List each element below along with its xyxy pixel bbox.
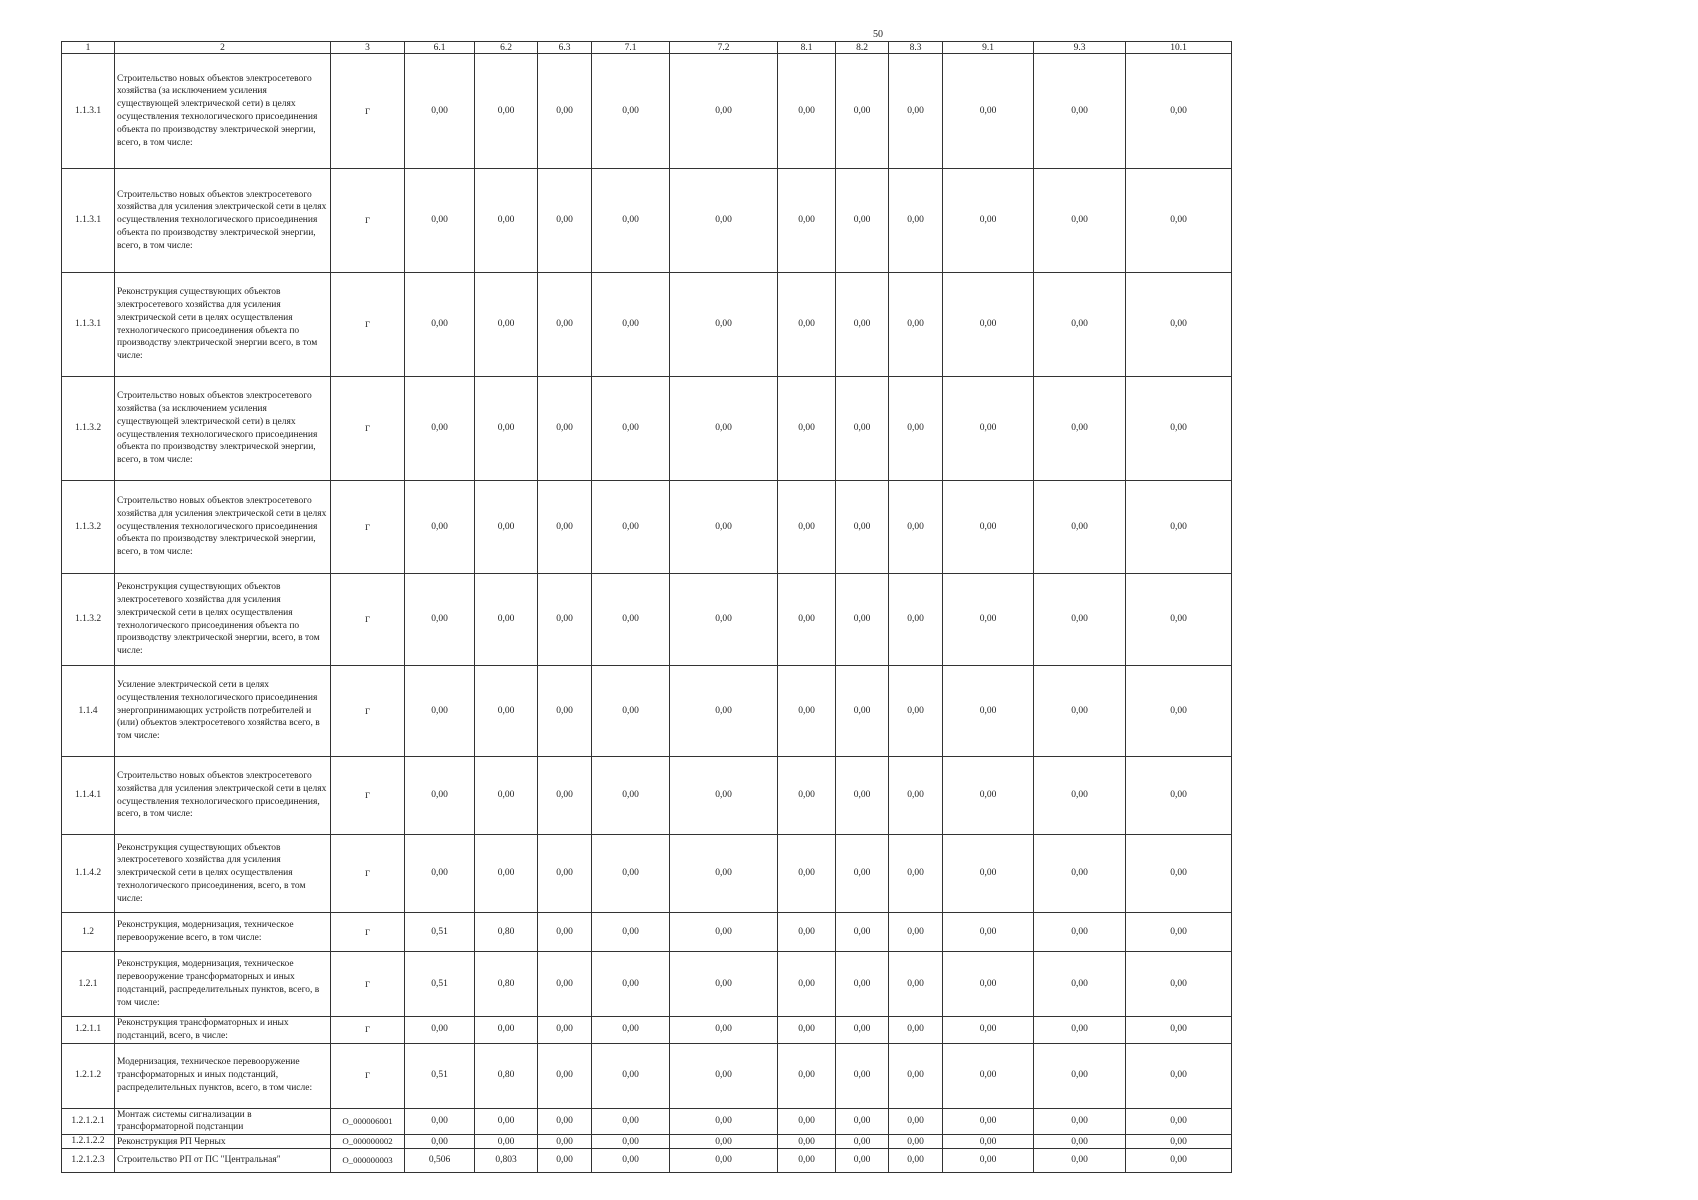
value-cell: 0,00 <box>405 273 475 377</box>
value-cell: 0,506 <box>405 1148 475 1172</box>
value-cell: 0,00 <box>889 481 943 574</box>
row-number-cell: 1.2.1.1 <box>62 1017 115 1044</box>
value-cell: 0,00 <box>670 913 778 952</box>
value-cell: 0,80 <box>475 952 538 1017</box>
value-cell: 0,00 <box>538 757 592 835</box>
value-cell: 0,00 <box>889 913 943 952</box>
project-code-cell: Г <box>331 1017 405 1044</box>
value-cell: 0,00 <box>670 757 778 835</box>
column-header-cell: 3 <box>331 42 405 54</box>
value-cell: 0,00 <box>670 952 778 1017</box>
row-number-cell: 1.2.1.2.2 <box>62 1135 115 1149</box>
value-cell: 0,00 <box>592 377 670 481</box>
value-cell: 0,00 <box>405 377 475 481</box>
value-cell: 0,00 <box>943 835 1034 913</box>
column-header-cell: 8.1 <box>778 42 836 54</box>
project-name-cell: Реконструкция трансформаторных и иных подстанций, всего, в числе: <box>115 1017 331 1044</box>
row-number-cell: 1.2.1 <box>62 952 115 1017</box>
table-row <box>62 757 1232 835</box>
value-cell: 0,00 <box>538 1108 592 1135</box>
value-cell: 0,00 <box>405 169 475 273</box>
value-cell: 0,00 <box>1126 1135 1232 1149</box>
value-cell: 0,00 <box>778 574 836 666</box>
value-cell: 0,00 <box>778 377 836 481</box>
project-code-cell: O_000006001 <box>331 1108 405 1135</box>
project-name-cell: Реконструкция существующих объектов электросетевого хозяйства для усиления электрической сети в целях осуществления технологического присоединения объекта по производству электрической энергии всего, в том числе: <box>115 273 331 377</box>
row-number-cell: 1.2.1.2.1 <box>62 1108 115 1135</box>
value-cell: 0,00 <box>1034 1135 1126 1149</box>
value-cell: 0,00 <box>405 481 475 574</box>
project-name-cell: Реконструкция РП Черных <box>115 1135 331 1149</box>
value-cell: 0,00 <box>592 757 670 835</box>
value-cell: 0,00 <box>836 913 889 952</box>
value-cell: 0,00 <box>943 1108 1034 1135</box>
row-number-cell: 1.2.1.2 <box>62 1043 115 1108</box>
project-code-cell: Г <box>331 666 405 757</box>
value-cell: 0,00 <box>889 835 943 913</box>
value-cell: 0,00 <box>836 1043 889 1108</box>
value-cell: 0,00 <box>475 273 538 377</box>
value-cell: 0,00 <box>836 666 889 757</box>
value-cell: 0,00 <box>1034 169 1126 273</box>
column-header-cell: 8.3 <box>889 42 943 54</box>
value-cell: 0,00 <box>778 481 836 574</box>
value-cell: 0,00 <box>592 169 670 273</box>
value-cell: 0,00 <box>943 1043 1034 1108</box>
value-cell: 0,00 <box>592 1043 670 1108</box>
value-cell: 0,00 <box>836 835 889 913</box>
value-cell: 0,00 <box>475 574 538 666</box>
value-cell: 0,00 <box>1126 835 1232 913</box>
value-cell: 0,00 <box>1126 54 1232 169</box>
value-cell: 0,00 <box>1126 757 1232 835</box>
table-row <box>62 952 1232 1017</box>
project-name-cell: Строительство новых объектов электросетевого хозяйства (за исключением усиления существующей электрической сети) в целях осуществления технологического присоединения объекта по производству электрической энергии, всего, в том числе: <box>115 54 331 169</box>
value-cell: 0,00 <box>943 273 1034 377</box>
value-cell: 0,00 <box>1034 666 1126 757</box>
value-cell: 0,00 <box>1034 913 1126 952</box>
value-cell: 0,00 <box>1034 835 1126 913</box>
value-cell: 0,00 <box>670 574 778 666</box>
value-cell: 0,00 <box>592 835 670 913</box>
value-cell: 0,00 <box>889 757 943 835</box>
project-code-cell: Г <box>331 481 405 574</box>
value-cell: 0,80 <box>475 1043 538 1108</box>
project-code-cell: O_000000002 <box>331 1135 405 1149</box>
value-cell: 0,00 <box>943 913 1034 952</box>
value-cell: 0,00 <box>1034 273 1126 377</box>
value-cell: 0,00 <box>836 54 889 169</box>
value-cell: 0,51 <box>405 1043 475 1108</box>
investment-program-table <box>61 41 1232 1173</box>
value-cell: 0,00 <box>475 54 538 169</box>
project-name-cell: Строительство новых объектов электросетевого хозяйства (за исключением усиления существующей электрической сети) в целях осуществления технологического присоединения объекта по производству электрической энергии, всего, в том числе: <box>115 377 331 481</box>
value-cell: 0,00 <box>1126 952 1232 1017</box>
project-code-cell: Г <box>331 574 405 666</box>
value-cell: 0,00 <box>475 377 538 481</box>
value-cell: 0,00 <box>475 169 538 273</box>
column-header-cell: 8.2 <box>836 42 889 54</box>
value-cell: 0,00 <box>592 273 670 377</box>
table-row <box>62 913 1232 952</box>
value-cell: 0,00 <box>1034 952 1126 1017</box>
value-cell: 0,00 <box>538 377 592 481</box>
value-cell: 0,00 <box>475 757 538 835</box>
value-cell: 0,00 <box>943 1148 1034 1172</box>
value-cell: 0,00 <box>670 666 778 757</box>
project-name-cell: Строительство новых объектов электросетевого хозяйства для усиления электрической сети в целях осуществления технологического присоединения, всего, в том числе: <box>115 757 331 835</box>
value-cell: 0,00 <box>1034 574 1126 666</box>
value-cell: 0,00 <box>538 1043 592 1108</box>
value-cell: 0,00 <box>592 481 670 574</box>
value-cell: 0,51 <box>405 952 475 1017</box>
value-cell: 0,00 <box>1126 1017 1232 1044</box>
value-cell: 0,00 <box>475 1135 538 1149</box>
value-cell: 0,00 <box>405 54 475 169</box>
value-cell: 0,00 <box>836 952 889 1017</box>
value-cell: 0,00 <box>943 481 1034 574</box>
value-cell: 0,00 <box>1126 273 1232 377</box>
table-row <box>62 273 1232 377</box>
value-cell: 0,00 <box>538 481 592 574</box>
value-cell: 0,00 <box>836 757 889 835</box>
value-cell: 0,00 <box>836 169 889 273</box>
value-cell: 0,00 <box>592 574 670 666</box>
value-cell: 0,00 <box>538 1135 592 1149</box>
table-row <box>62 1148 1232 1172</box>
value-cell: 0,00 <box>943 574 1034 666</box>
value-cell: 0,00 <box>475 481 538 574</box>
project-name-cell: Реконструкция существующих объектов электросетевого хозяйства для усиления электрической сети в целях осуществления технологического присоединения, всего, в том числе: <box>115 835 331 913</box>
value-cell: 0,00 <box>1034 377 1126 481</box>
project-code-cell: Г <box>331 757 405 835</box>
value-cell: 0,00 <box>1126 481 1232 574</box>
value-cell: 0,00 <box>836 1148 889 1172</box>
column-header-cell: 6.3 <box>538 42 592 54</box>
row-number-cell: 1.1.3.1 <box>62 273 115 377</box>
value-cell: 0,00 <box>475 1017 538 1044</box>
value-cell: 0,00 <box>538 952 592 1017</box>
value-cell: 0,00 <box>943 169 1034 273</box>
value-cell: 0,00 <box>778 1135 836 1149</box>
value-cell: 0,00 <box>670 481 778 574</box>
value-cell: 0,00 <box>538 913 592 952</box>
table-row <box>62 574 1232 666</box>
column-header-cell: 10.1 <box>1126 42 1232 54</box>
project-name-cell: Усиление электрической сети в целях осуществления технологического присоединения энергопринимающих устройств потребителей и (или) объектов электросетевого хозяйства всего, в том числе: <box>115 666 331 757</box>
value-cell: 0,00 <box>889 1135 943 1149</box>
row-number-cell: 1.2.1.2.3 <box>62 1148 115 1172</box>
table-row <box>62 835 1232 913</box>
value-cell: 0,00 <box>836 574 889 666</box>
project-code-cell: Г <box>331 835 405 913</box>
page-number: 50 <box>873 29 883 40</box>
value-cell: 0,00 <box>889 1108 943 1135</box>
value-cell: 0,00 <box>538 574 592 666</box>
value-cell: 0,00 <box>538 835 592 913</box>
value-cell: 0,00 <box>836 481 889 574</box>
row-number-cell: 1.1.3.2 <box>62 377 115 481</box>
column-header-cell: 6.2 <box>475 42 538 54</box>
value-cell: 0,00 <box>943 757 1034 835</box>
project-code-cell: Г <box>331 377 405 481</box>
value-cell: 0,00 <box>778 1108 836 1135</box>
value-cell: 0,00 <box>592 913 670 952</box>
project-code-cell: Г <box>331 54 405 169</box>
column-header-cell: 2 <box>115 42 331 54</box>
column-header-cell: 1 <box>62 42 115 54</box>
value-cell: 0,00 <box>836 1108 889 1135</box>
value-cell: 0,00 <box>670 1017 778 1044</box>
value-cell: 0,00 <box>1126 1043 1232 1108</box>
value-cell: 0,00 <box>538 54 592 169</box>
value-cell: 0,00 <box>592 666 670 757</box>
value-cell: 0,00 <box>778 835 836 913</box>
value-cell: 0,00 <box>778 757 836 835</box>
project-name-cell: Реконструкция, модернизация, техническое перевооружение трансформаторных и иных подстанций, распределительных пунктов, всего, в том числе: <box>115 952 331 1017</box>
value-cell: 0,00 <box>889 574 943 666</box>
value-cell: 0,00 <box>1126 169 1232 273</box>
project-name-cell: Строительство РП от ПС "Центральная" <box>115 1148 331 1172</box>
value-cell: 0,51 <box>405 913 475 952</box>
value-cell: 0,00 <box>538 169 592 273</box>
value-cell: 0,00 <box>1126 913 1232 952</box>
value-cell: 0,00 <box>889 952 943 1017</box>
value-cell: 0,00 <box>1034 54 1126 169</box>
value-cell: 0,00 <box>1126 666 1232 757</box>
value-cell: 0,00 <box>778 913 836 952</box>
value-cell: 0,00 <box>592 1108 670 1135</box>
project-name-cell: Строительство новых объектов электросетевого хозяйства для усиления электрической сети в целях осуществления технологического присоединения объекта по производству электрической энергии, всего, в том числе: <box>115 481 331 574</box>
project-code-cell: Г <box>331 952 405 1017</box>
value-cell: 0,00 <box>889 1017 943 1044</box>
value-cell: 0,00 <box>1034 1017 1126 1044</box>
value-cell: 0,803 <box>475 1148 538 1172</box>
value-cell: 0,00 <box>778 1017 836 1044</box>
table-body <box>62 42 1232 1173</box>
column-header-cell: 7.1 <box>592 42 670 54</box>
column-header-cell: 9.3 <box>1034 42 1126 54</box>
value-cell: 0,00 <box>405 1108 475 1135</box>
project-name-cell: Строительство новых объектов электросетевого хозяйства для усиления электрической сети в целях осуществления технологического присоединения объекта по производству электрической энергии, всего, в том числе: <box>115 169 331 273</box>
value-cell: 0,00 <box>670 377 778 481</box>
value-cell: 0,00 <box>405 574 475 666</box>
value-cell: 0,00 <box>405 835 475 913</box>
row-number-cell: 1.1.4.2 <box>62 835 115 913</box>
value-cell: 0,00 <box>836 273 889 377</box>
row-number-cell: 1.1.4 <box>62 666 115 757</box>
value-cell: 0,00 <box>1034 1043 1126 1108</box>
value-cell: 0,00 <box>836 1017 889 1044</box>
value-cell: 0,00 <box>405 1017 475 1044</box>
value-cell: 0,00 <box>1126 574 1232 666</box>
value-cell: 0,00 <box>778 666 836 757</box>
project-code-cell: Г <box>331 913 405 952</box>
value-cell: 0,00 <box>592 1135 670 1149</box>
table-row <box>62 54 1232 169</box>
value-cell: 0,00 <box>836 377 889 481</box>
value-cell: 0,00 <box>943 54 1034 169</box>
value-cell: 0,00 <box>889 1148 943 1172</box>
value-cell: 0,00 <box>889 1043 943 1108</box>
value-cell: 0,00 <box>889 169 943 273</box>
value-cell: 0,00 <box>1034 1108 1126 1135</box>
column-header-cell: 7.2 <box>670 42 778 54</box>
value-cell: 0,00 <box>889 273 943 377</box>
value-cell: 0,00 <box>1034 1148 1126 1172</box>
value-cell: 0,00 <box>670 835 778 913</box>
value-cell: 0,00 <box>592 1148 670 1172</box>
value-cell: 0,00 <box>670 1135 778 1149</box>
value-cell: 0,00 <box>778 952 836 1017</box>
row-number-cell: 1.2 <box>62 913 115 952</box>
column-header-cell: 6.1 <box>405 42 475 54</box>
value-cell: 0,00 <box>670 1148 778 1172</box>
value-cell: 0,00 <box>670 1043 778 1108</box>
value-cell: 0,00 <box>943 952 1034 1017</box>
table-row <box>62 1017 1232 1044</box>
table-row <box>62 1043 1232 1108</box>
row-number-cell: 1.1.3.2 <box>62 481 115 574</box>
value-cell: 0,00 <box>670 273 778 377</box>
value-cell: 0,00 <box>943 1017 1034 1044</box>
table-row <box>62 666 1232 757</box>
value-cell: 0,00 <box>1126 1148 1232 1172</box>
value-cell: 0,00 <box>405 757 475 835</box>
value-cell: 0,00 <box>592 1017 670 1044</box>
value-cell: 0,00 <box>1034 481 1126 574</box>
row-number-cell: 1.1.3.2 <box>62 574 115 666</box>
value-cell: 0,00 <box>836 1135 889 1149</box>
value-cell: 0,00 <box>538 1017 592 1044</box>
value-cell: 0,00 <box>778 1148 836 1172</box>
row-number-cell: 1.1.3.1 <box>62 169 115 273</box>
value-cell: 0,00 <box>405 666 475 757</box>
column-header-cell: 9.1 <box>943 42 1034 54</box>
table-row <box>62 1108 1232 1135</box>
value-cell: 0,00 <box>405 1135 475 1149</box>
value-cell: 0,00 <box>1126 1108 1232 1135</box>
value-cell: 0,00 <box>778 169 836 273</box>
value-cell: 0,00 <box>475 1108 538 1135</box>
value-cell: 0,00 <box>889 54 943 169</box>
value-cell: 0,00 <box>592 952 670 1017</box>
value-cell: 0,00 <box>475 666 538 757</box>
project-name-cell: Реконструкция, модернизация, техническое перевооружение всего, в том числе: <box>115 913 331 952</box>
value-cell: 0,00 <box>889 377 943 481</box>
value-cell: 0,80 <box>475 913 538 952</box>
table-row <box>62 481 1232 574</box>
value-cell: 0,00 <box>670 54 778 169</box>
value-cell: 0,00 <box>670 169 778 273</box>
table-row <box>62 377 1232 481</box>
value-cell: 0,00 <box>778 1043 836 1108</box>
row-number-cell: 1.1.4.1 <box>62 757 115 835</box>
value-cell: 0,00 <box>943 377 1034 481</box>
value-cell: 0,00 <box>670 1108 778 1135</box>
table-row <box>62 169 1232 273</box>
value-cell: 0,00 <box>592 54 670 169</box>
value-cell: 0,00 <box>943 666 1034 757</box>
project-code-cell: Г <box>331 169 405 273</box>
value-cell: 0,00 <box>778 54 836 169</box>
project-name-cell: Монтаж системы сигнализации в трансформаторной подстанции <box>115 1108 331 1135</box>
value-cell: 0,00 <box>1034 757 1126 835</box>
column-number-header-row <box>62 42 1232 54</box>
table-row <box>62 1135 1232 1149</box>
project-name-cell: Модернизация, техническое перевооружение трансформаторных и иных подстанций, распределительных пунктов, всего, в том числе: <box>115 1043 331 1108</box>
value-cell: 0,00 <box>538 666 592 757</box>
project-code-cell: Г <box>331 273 405 377</box>
project-code-cell: Г <box>331 1043 405 1108</box>
project-name-cell: Реконструкция существующих объектов электросетевого хозяйства для усиления электрической сети в целях осуществления технологического присоединения объекта по производству электрической энергии, всего, в том числе: <box>115 574 331 666</box>
value-cell: 0,00 <box>943 1135 1034 1149</box>
value-cell: 0,00 <box>538 273 592 377</box>
value-cell: 0,00 <box>889 666 943 757</box>
row-number-cell: 1.1.3.1 <box>62 54 115 169</box>
value-cell: 0,00 <box>538 1148 592 1172</box>
value-cell: 0,00 <box>778 273 836 377</box>
value-cell: 0,00 <box>1126 377 1232 481</box>
value-cell: 0,00 <box>475 835 538 913</box>
project-code-cell: O_000000003 <box>331 1148 405 1172</box>
